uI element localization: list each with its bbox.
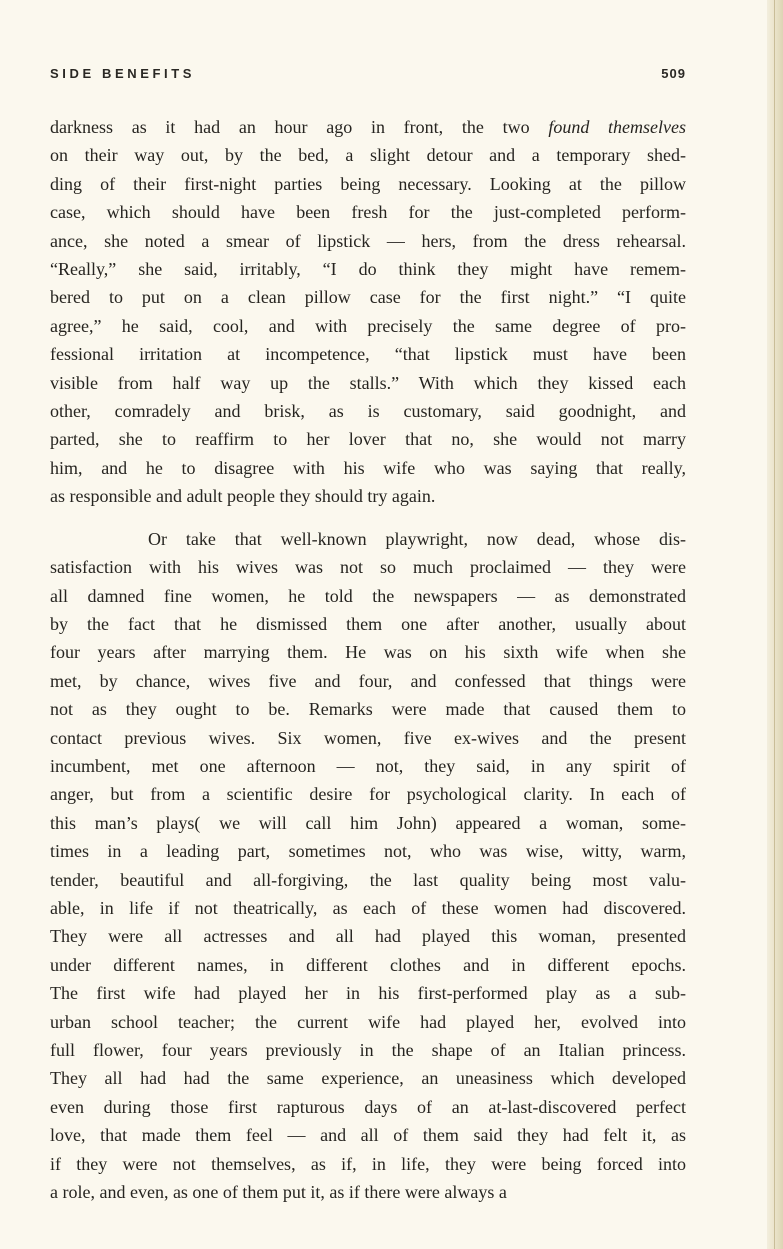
text-line (50, 255, 686, 283)
paragraph-2 (50, 525, 686, 1207)
text-run: parted, she to reaffirm to her lover that no, she would not marry (50, 429, 686, 450)
text-run: tender, beautiful and all-forgiving, the last quality being most valu- (50, 869, 686, 890)
text-line (50, 979, 686, 1007)
text-line (50, 809, 686, 837)
page-edge-line (774, 0, 775, 1249)
text-line (50, 553, 686, 581)
text-line (50, 922, 686, 950)
text-line (50, 752, 686, 780)
body-text (50, 113, 686, 1206)
italic-text-run: found themselves (548, 117, 687, 137)
text-line (50, 482, 686, 510)
text-line (50, 227, 686, 255)
text-run: him, and he to disagree with his wife who was saying that really, (50, 457, 686, 478)
text-line (50, 610, 686, 638)
text-line (50, 525, 686, 553)
text-line (50, 894, 686, 922)
text-line (50, 198, 686, 226)
text-line (50, 1121, 686, 1149)
text-run: by the fact that he dismissed them one after another, usually about (50, 613, 686, 634)
text-run: The first wife had played her in his first-performed play as a sub- (50, 983, 686, 1004)
text-line (50, 582, 686, 610)
text-line (50, 1064, 686, 1092)
text-line (50, 1036, 686, 1064)
text-line (50, 141, 686, 169)
text-line (50, 667, 686, 695)
text-run: contact previous wives. Six women, five ex-wives and the present (50, 727, 686, 748)
text-run: incumbent, met one afternoon — not, they said, in any spirit of (50, 755, 686, 776)
text-line (50, 397, 686, 425)
text-run: under different names, in different clothes and in different epochs. (50, 954, 686, 975)
text-run: other, comradely and brisk, as is customary, said goodnight, and (50, 401, 686, 422)
text-run: Or take that well-known playwright, now dead, whose dis- (148, 528, 686, 549)
text-line (50, 951, 686, 979)
text-run: darkness as it had an hour ago in front, the two (50, 117, 549, 137)
text-line (50, 1178, 686, 1206)
text-run: met, by chance, wives five and four, and confessed that things were (50, 670, 686, 691)
paragraph-1 (50, 113, 686, 511)
text-line (50, 340, 686, 368)
text-line (50, 695, 686, 723)
text-run: anger, but from a scientific desire for psychological clarity. In each of (50, 784, 686, 805)
text-run: four years after marrying them. He was on his sixth wife when she (50, 642, 686, 663)
text-run: ance, she noted a smear of lipstick — hers, from the dress rehearsal. (50, 230, 686, 251)
text-run: all damned fine women, he told the newspapers — as demonstrated (50, 585, 686, 606)
text-line (50, 638, 686, 666)
text-run: able, in life if not theatrically, as each of these women had discovered. (50, 897, 686, 918)
text-run: They were all actresses and all had played this woman, presented (50, 926, 686, 947)
text-line (50, 780, 686, 808)
text-run: fessional irritation at incompetence, “that lipstick must have been (50, 344, 686, 365)
text-line (50, 837, 686, 865)
text-run: not as they ought to be. Remarks were made that caused them to (50, 699, 686, 720)
text-run: ding of their first-night parties being necessary. Looking at the pillow (50, 173, 686, 194)
page-number: 509 (661, 66, 686, 81)
text-run: even during those first rapturous days of an at-last-discovered perfect (50, 1096, 686, 1117)
text-line (50, 1008, 686, 1036)
text-run: if they were not themselves, as if, in life, they were being forced into (50, 1153, 686, 1174)
text-line (50, 369, 686, 397)
text-line (50, 283, 686, 311)
text-run: visible from half way up the stalls.” With which they kissed each (50, 372, 686, 393)
text-line (50, 312, 686, 340)
text-run: agree,” he said, cool, and with precisely the same degree of pro- (50, 315, 686, 336)
text-line (50, 1093, 686, 1121)
text-line (50, 170, 686, 198)
text-run: love, that made them feel — and all of them said they had felt it, as (50, 1125, 686, 1146)
text-line (50, 866, 686, 894)
text-run: full flower, four years previously in the shape of an Italian princess. (50, 1040, 686, 1060)
running-head (50, 66, 686, 84)
text-run: urban school teacher; the current wife had played her, evolved into (50, 1011, 686, 1032)
text-run: times in a leading part, sometimes not, who was wise, witty, warm, (50, 841, 686, 862)
text-line (50, 724, 686, 752)
text-line (50, 113, 686, 141)
page-edge (767, 0, 783, 1249)
text-run: “Really,” she said, irritably, “I do think they might have remem- (50, 259, 686, 280)
text-line (50, 454, 686, 482)
text-run: bered to put on a clean pillow case for the first night.” “I quite (50, 287, 686, 308)
text-line (50, 425, 686, 453)
text-run: a role, and even, as one of them put it, as if there were always a (50, 1182, 507, 1203)
text-run: satisfaction with his wives was not so much proclaimed — they were (50, 557, 686, 578)
running-head-title: SIDE BENEFITS (50, 66, 196, 81)
text-line (50, 1150, 686, 1178)
text-run: case, which should have been fresh for the just-completed perform- (50, 202, 686, 223)
text-run: on their way out, by the bed, a slight detour and a temporary shed- (50, 145, 686, 166)
text-run: this man’s plays( we will call him John) appeared a woman, some- (50, 812, 686, 833)
text-run: as responsible and adult people they should try again. (50, 486, 436, 507)
text-run: They all had had the same experience, an uneasiness which developed (50, 1068, 686, 1089)
